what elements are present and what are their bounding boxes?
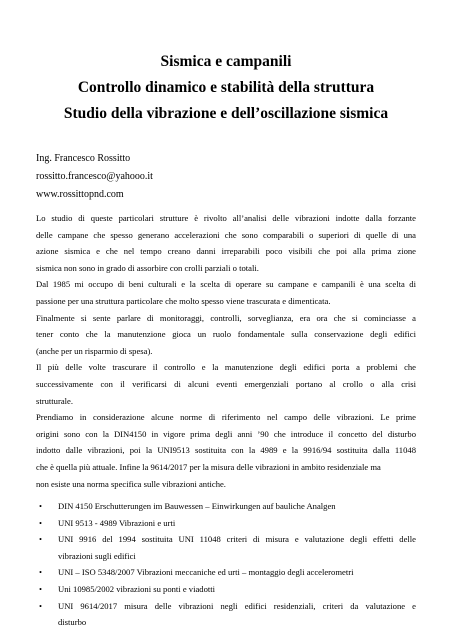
text-line: disturbo bbox=[58, 617, 87, 628]
text-line: tener conto che la manutenzione gioca un ruolo fondamentale sulla conservazione degli edifici bbox=[36, 329, 416, 340]
text-line: strutturale. bbox=[36, 395, 73, 406]
text-line: Prendiamo in considerazione alcune norme di riferimento nel campo delle vibrazioni. Le prime bbox=[36, 412, 416, 423]
text-line: UNI 9513 - 4989 Vibrazioni e urti bbox=[58, 517, 176, 528]
text-line: origini sono con la DIN4150 in vigore prima degli anni ’90 che introduce il concetto del disturbo bbox=[36, 428, 416, 439]
bullet-icon: • bbox=[39, 501, 43, 512]
paragraph bbox=[36, 359, 416, 409]
bullet-icon: • bbox=[39, 534, 43, 545]
standards-list bbox=[36, 498, 416, 631]
list-item bbox=[36, 515, 416, 532]
bullet-icon: • bbox=[39, 584, 43, 595]
bullet-icon: • bbox=[39, 600, 43, 611]
author-email: rossitto.francesco@yahooo.it bbox=[36, 171, 153, 182]
paragraph bbox=[36, 310, 416, 360]
bullet-icon: • bbox=[39, 517, 43, 528]
text-line: vibrazioni sugli edifici bbox=[58, 550, 136, 561]
paragraph bbox=[36, 409, 416, 492]
text-line: non esiste una norma specifica sulle vibrazioni antiche. bbox=[36, 478, 226, 489]
subtitle: Studio della vibrazione e dell’oscillazione sismica bbox=[63, 105, 389, 122]
text-line: delle campane che spesso generano accelerazioni che sono comparabili o superiori di quelle di una bbox=[36, 229, 416, 240]
text-line: Il più delle volte trascurare il controllo e la manutenzione degli edifici porta a problemi che bbox=[36, 362, 416, 373]
subtitle: Controllo dinamico e stabilità della struttura bbox=[77, 79, 375, 96]
list-item bbox=[36, 598, 416, 631]
text-line: passione per una struttura particolare che molto spesso viene trascurata e dimenticata. bbox=[36, 295, 331, 306]
text-line: Uni 10985/2002 vibrazioni su ponti e viadotti bbox=[58, 584, 216, 595]
author-website: www.rossittopnd.com bbox=[36, 189, 124, 200]
text-line: Finalmente si sente parlare di monitoraggi, controlli, sorveglianza, era ora che si cominciasse a bbox=[36, 312, 416, 323]
text-line: sismica non sono in grado di assorbire con crolli parziali o totali. bbox=[36, 262, 259, 273]
text-line: Lo studio di queste particolari strutture è rivolto all’analisi delle vibrazioni indotte dalla forzante bbox=[36, 213, 416, 223]
list-item bbox=[36, 564, 416, 581]
list-item bbox=[36, 581, 416, 598]
text-line: indotto dalle vibrazioni, poi la UNI9513 sostituita con la 4989 e la 9916/94 sostituita dalla 11048 bbox=[36, 445, 416, 456]
author-block bbox=[36, 150, 153, 204]
text-line: Dal 1985 mi occupo di beni culturali e la scelta di operare su campane e campanili è una scelta di bbox=[36, 279, 416, 290]
text-line: UNI 9614/2017 misura delle vibrazioni negli edifici residenziali, criteri da valutazione e bbox=[58, 600, 416, 611]
body-text bbox=[36, 210, 416, 631]
list-item bbox=[36, 498, 416, 515]
text-line: UNI 9916 del 1994 sostituita UNI 11048 criteri di misura e valutazione degli effetti delle bbox=[58, 534, 416, 545]
paragraph bbox=[36, 210, 416, 276]
text-line: UNI – ISO 5348/2007 Vibrazioni meccaniche ed urti – montaggio degli accelerometri bbox=[58, 567, 354, 578]
title-block bbox=[0, 49, 452, 127]
main-title: Sismica e campanili bbox=[160, 53, 292, 70]
author-name: Ing. Francesco Rossitto bbox=[36, 153, 131, 164]
text-line: che è quella più attuale. Infine la 9614/2017 per la misura delle vibrazioni in ambito residenziale ma bbox=[36, 461, 381, 472]
text-line: (anche per un risparmio di spesa). bbox=[36, 345, 153, 356]
paragraph bbox=[36, 276, 416, 309]
text-line: DIN 4150 Erschutterungen im Bauwessen – Einwirkungen auf bauliche Analgen bbox=[58, 501, 336, 512]
bullet-icon: • bbox=[39, 567, 43, 578]
text-line: azione sismica e che nel tempo creano danni irreparabili poco visibili che poi alla prima zione bbox=[36, 246, 416, 257]
list-item bbox=[36, 531, 416, 564]
text-line: successivamente con il verificarsi di alcuni eventi emergenziali portano al crollo o alla crisi bbox=[36, 378, 416, 389]
